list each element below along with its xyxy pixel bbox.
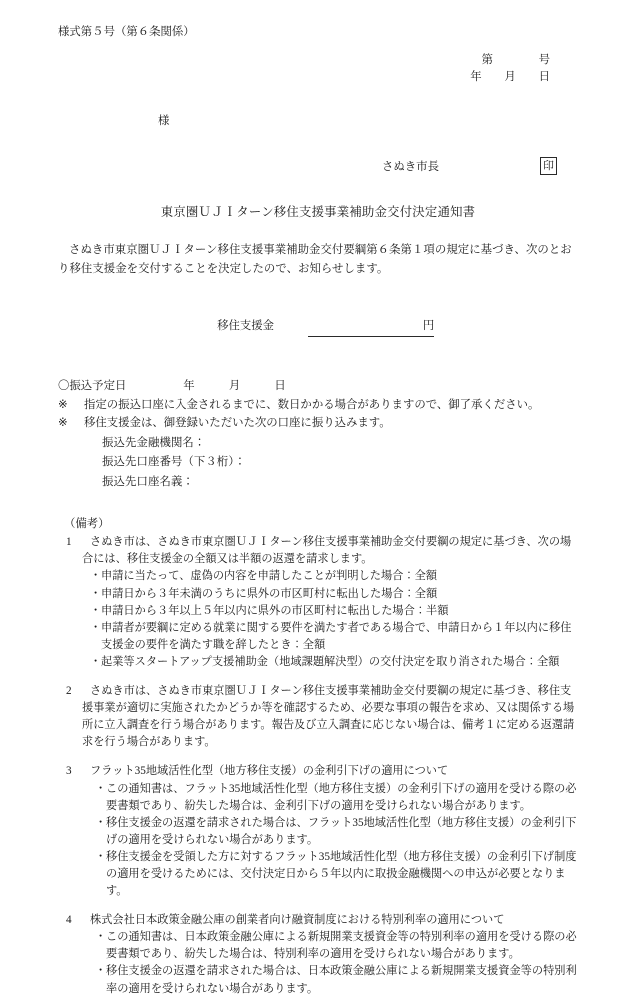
bullet-text: 移住支援金を受領した方に対するフラット35地域活性化型（地方移住支援）の金利引下げ制度の適用を受けるためには、交付決定日から５年以内に取扱金融機関への申込が必要となります。 bbox=[106, 850, 577, 898]
remark-item-4 bbox=[58, 912, 578, 997]
remark-body: さぬき市は、さぬき市東京圏ＵＪＩターン移住支援事業補助金交付要綱の規定に基づき、次の場合には、移住支援金の全額又は半額の返還を請求します。 bbox=[82, 536, 572, 566]
bullet-dot-icon: ・ bbox=[90, 587, 102, 600]
remark-body: 株式会社日本政策金融公庫の創業者向け融資制度における特別利率の適用について bbox=[90, 914, 505, 927]
remark-number: 3 bbox=[66, 765, 72, 778]
note-item-2 bbox=[58, 414, 578, 433]
remark-item-2 bbox=[58, 683, 578, 751]
remark-bullet-list bbox=[58, 781, 578, 901]
issuer-block bbox=[58, 158, 578, 178]
bullet-text: 申請者が要綱に定める就業に関する要件を満たす者である場合で、申請日から１年以内に移住支援金の要件を満たす職を辞したとき：全額 bbox=[101, 621, 572, 651]
remark-number: 2 bbox=[66, 685, 72, 698]
document-body bbox=[58, 24, 578, 998]
note-mark-icon: ※ bbox=[58, 398, 68, 411]
remark-bullet-list bbox=[58, 568, 578, 671]
addressee-line: 様 bbox=[158, 115, 170, 127]
remark-bullet bbox=[90, 620, 578, 654]
remark-bullet bbox=[90, 603, 578, 620]
bank-account-holder-field: 振込先口座名義： bbox=[102, 475, 194, 488]
remarks-section bbox=[58, 516, 578, 997]
subsidy-amount-row bbox=[58, 299, 578, 355]
bullet-dot-icon: ・ bbox=[90, 655, 102, 668]
page-title: 東京圏ＵＪＩターン移住支援事業補助金交付決定通知書 bbox=[160, 205, 476, 219]
document-number: 第 号 bbox=[481, 54, 550, 66]
bullet-text: 起業等スタートアップ支援補助金（地域課題解決型）の交付決定を取り消された場合：全額 bbox=[101, 655, 560, 668]
remark-bullet bbox=[95, 963, 578, 997]
bank-account-number-field: 振込先口座番号（下３桁）： bbox=[102, 456, 246, 469]
note-1-text: 指定の振込口座に入金されるまでに、数日かかる場合がありますので、御了承ください。 bbox=[84, 398, 540, 411]
note-2-text: 移住支援金は、御登録いただいた次の口座に振り込みます。 bbox=[84, 417, 391, 430]
remark-number: 1 bbox=[66, 536, 72, 549]
remark-item-3 bbox=[58, 763, 578, 900]
bullet-text: 申請に当たって、虚偽の内容を申請したことが判明した場合：全額 bbox=[101, 570, 438, 583]
remark-bullet bbox=[95, 929, 578, 963]
bullet-dot-icon: ・ bbox=[90, 570, 102, 583]
transfer-date-line: 〇振込予定日 年 月 日 bbox=[58, 380, 286, 392]
bullet-dot-icon: ・ bbox=[90, 621, 102, 634]
bullet-dot-icon: ・ bbox=[95, 816, 107, 829]
bullet-text: 移住支援金の返還を請求された場合は、日本政策金融公庫による新規開業支援資金等の特別利率の適用を受けられない場合があります。 bbox=[106, 965, 577, 995]
remark-bullet bbox=[95, 815, 578, 849]
remark-bullet bbox=[90, 586, 578, 603]
subsidy-amount-label: 移住支援金 bbox=[217, 320, 275, 332]
bullet-dot-icon: ・ bbox=[90, 604, 102, 617]
remark-bullet bbox=[90, 654, 578, 671]
remark-body: さぬき市は、さぬき市東京圏ＵＪＩターン移住支援事業補助金交付要綱の規定に基づき、移住支援事業が適切に実施されたかどうか等を確認するため、必要な事項の報告を求め、又は関係する場所に立入調査を行う場合があります。報告及び立入調査に応じない場合は、備考１に定める返還請求を行う場合があります。 bbox=[82, 685, 575, 749]
seal-stamp-icon: 印 bbox=[540, 157, 557, 175]
bullet-text: この通知書は、日本政策金融公庫による新規開業支援資金等の特別利率の適用を受ける際の必要書類であり、紛失した場合は、特別利率の適用を受けられない場合があります。 bbox=[106, 931, 577, 961]
remark-bullet bbox=[90, 568, 578, 585]
notes-section bbox=[58, 377, 578, 492]
form-number: 様式第５号（第６条関係） bbox=[58, 26, 195, 38]
remark-body: フラット35地域活性化型（地方移住支援）の金利引下げの適用について bbox=[90, 765, 449, 778]
remark-bullet bbox=[95, 781, 578, 815]
issuer-name: さぬき市長 bbox=[382, 161, 439, 173]
intro-paragraph: さぬき市東京圏ＵＪＩターン移住支援事業補助金交付要綱第６条第１項の規定に基づき、次のとおり移住支援金を交付することを決定したので、お知らせします。 bbox=[58, 244, 572, 275]
remark-bullet bbox=[95, 849, 578, 900]
document-number-block bbox=[58, 52, 578, 86]
remark-item-1 bbox=[58, 534, 578, 671]
bullet-dot-icon: ・ bbox=[95, 931, 107, 944]
bullet-text: 申請日から３年未満のうちに県外の市区町村に転出した場合：全額 bbox=[101, 587, 438, 600]
bullet-dot-icon: ・ bbox=[95, 850, 107, 863]
bank-institution-field: 振込先金融機関名： bbox=[102, 436, 206, 449]
document-date: 年 月 日 bbox=[470, 71, 550, 83]
remark-bullet-list bbox=[58, 929, 578, 997]
note-item-1 bbox=[58, 396, 578, 415]
bullet-text: この通知書は、フラット35地域活性化型（地方移住支援）の金利引下げの適用を受ける際の必要書類であり、紛失した場合は、金利引下げの適用を受けられない場合があります。 bbox=[106, 782, 577, 812]
note-mark-icon: ※ bbox=[58, 417, 68, 430]
bullet-text: 移住支援金の返還を請求された場合は、フラット35地域活性化型（地方移住支援）の金利引下げの適用を受けられない場合があります。 bbox=[106, 816, 577, 846]
remark-number: 4 bbox=[66, 914, 72, 927]
bank-account-fields bbox=[58, 434, 578, 493]
bullet-dot-icon: ・ bbox=[95, 782, 107, 795]
subsidy-amount-field bbox=[308, 317, 434, 337]
remarks-heading: （備考） bbox=[64, 518, 110, 531]
bullet-text: 申請日から３年以上５年以内に県外の市区町村に転出した場合：半額 bbox=[101, 604, 449, 617]
subsidy-amount-unit: 円 bbox=[422, 320, 435, 332]
bullet-dot-icon: ・ bbox=[95, 965, 107, 978]
